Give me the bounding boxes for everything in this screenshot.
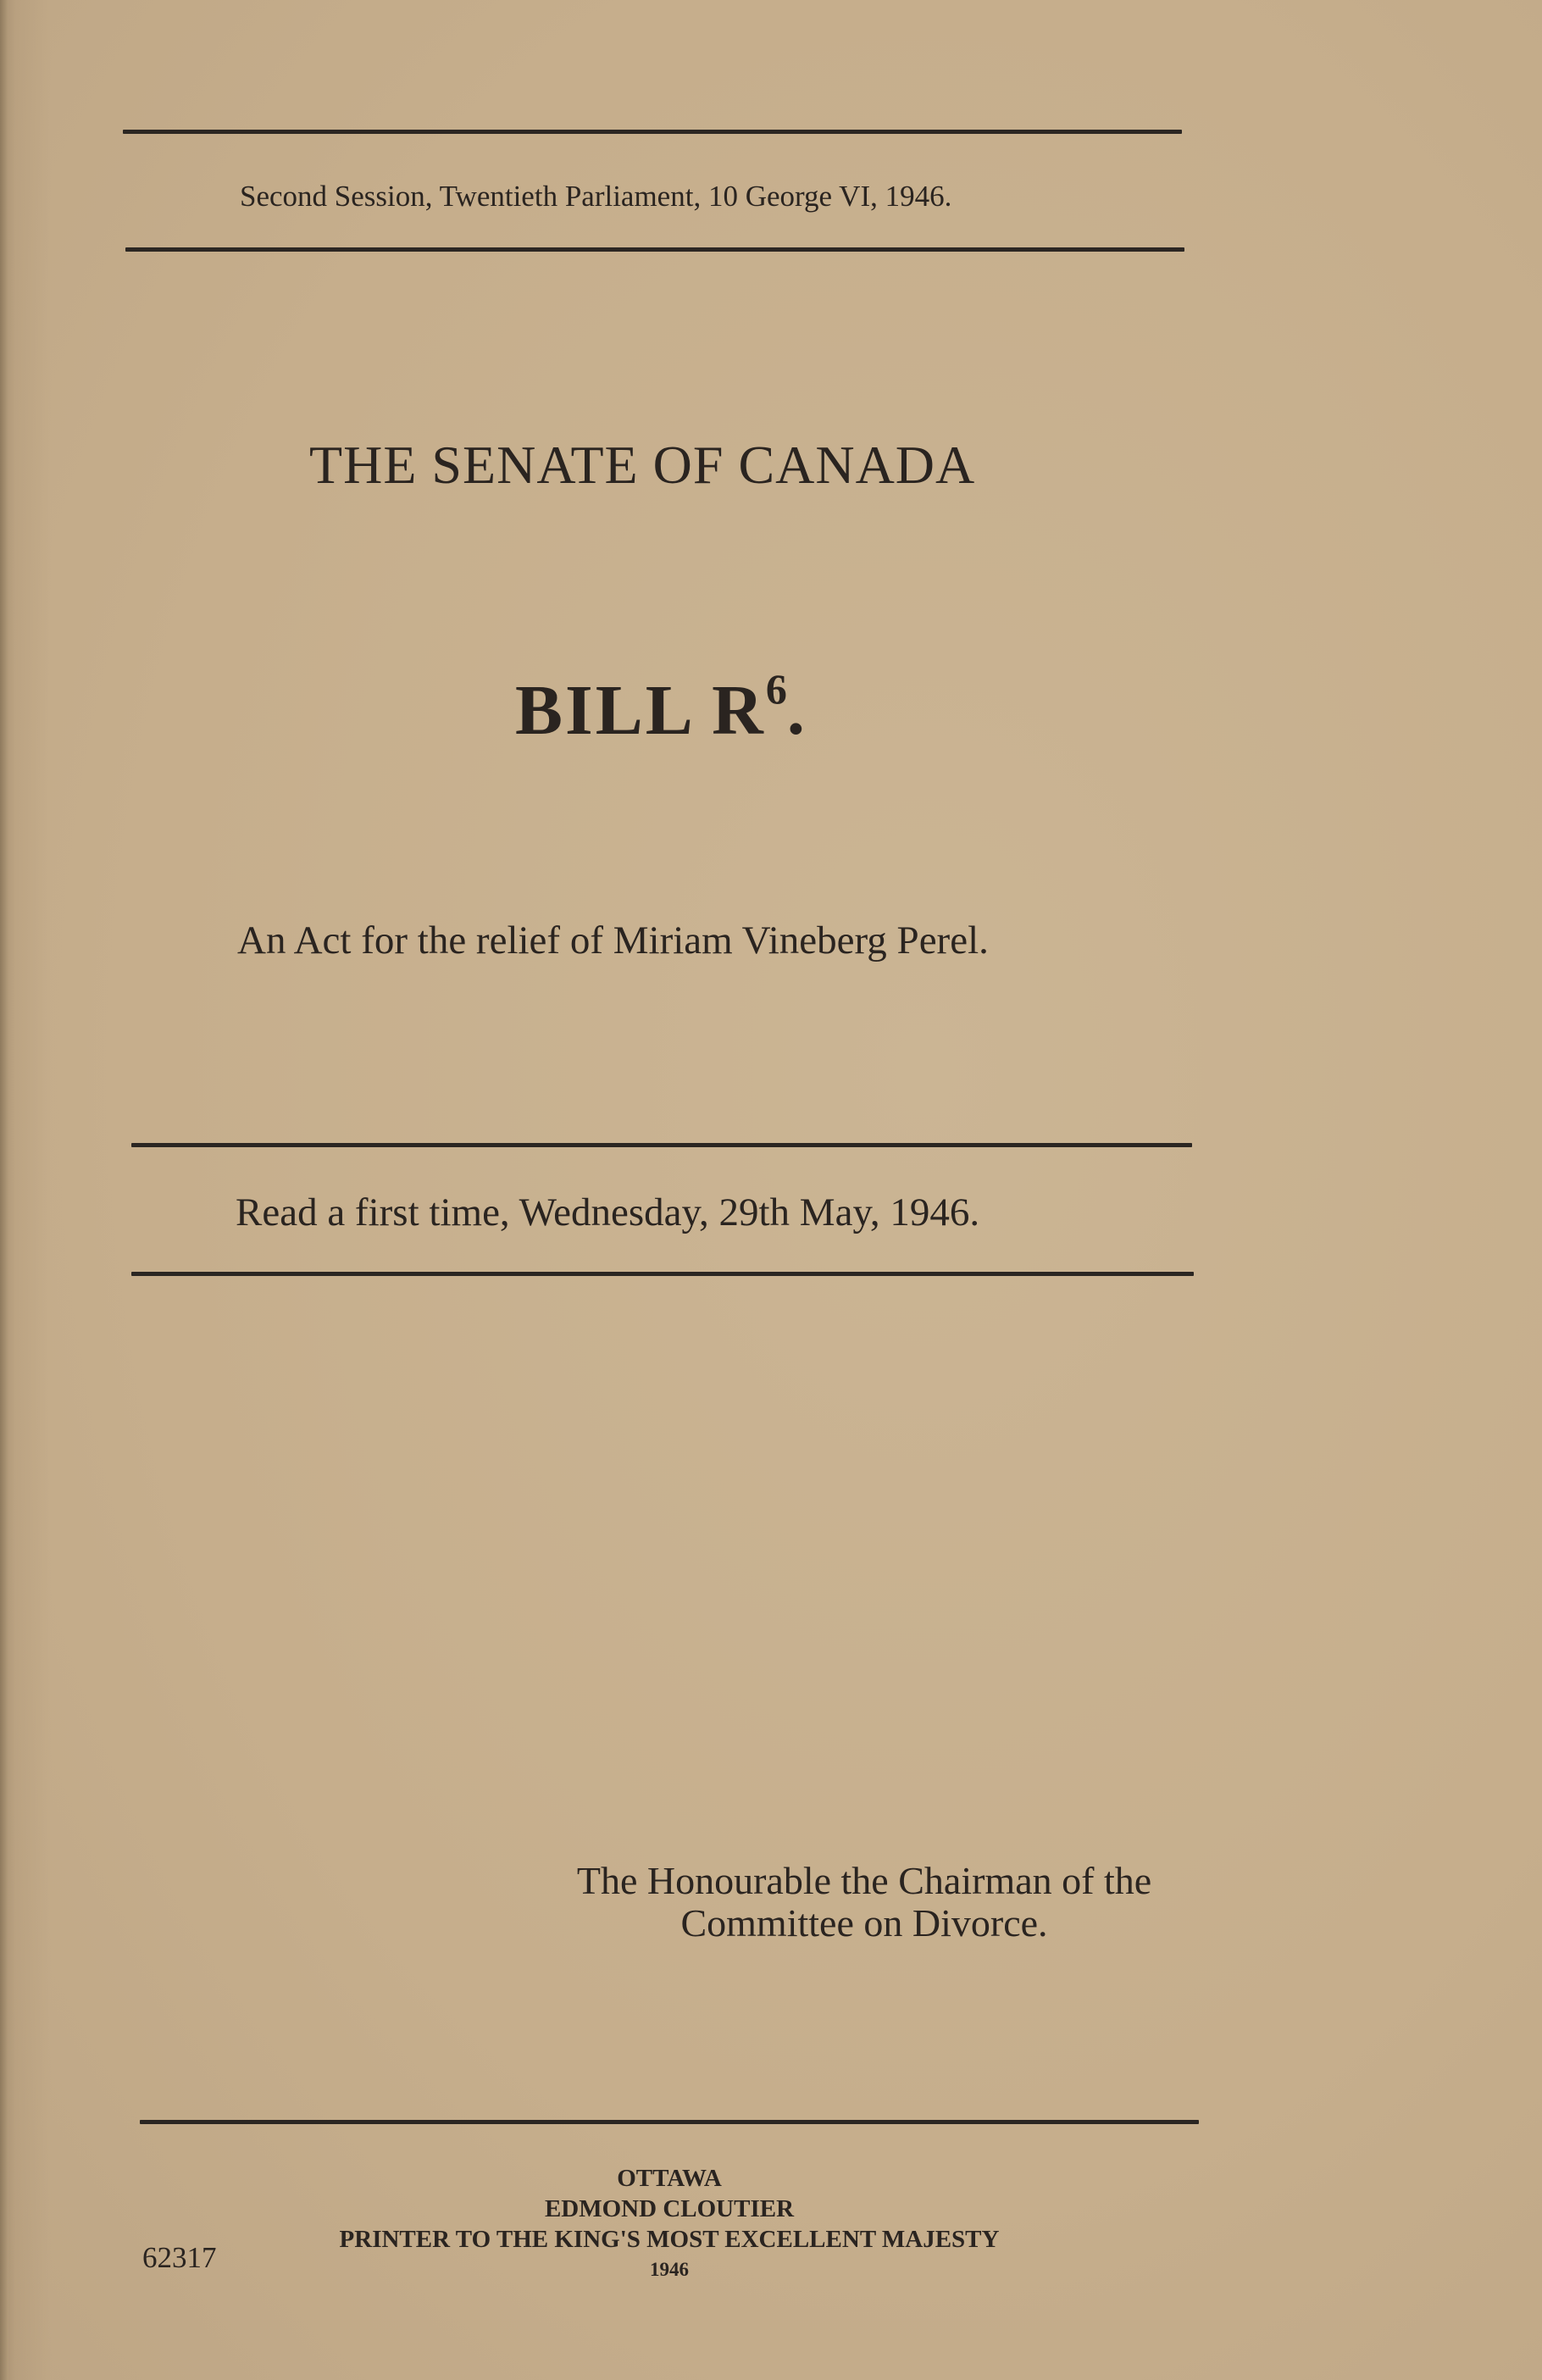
sponsor-line-2: Committee on Divorce.	[680, 1901, 1048, 1944]
sponsor-block	[525, 1860, 1203, 1944]
senate-title: THE SENATE OF CANADA	[309, 435, 976, 495]
imprint-rule	[140, 2120, 1199, 2124]
header-rule-top	[123, 130, 1182, 134]
imprint-block	[280, 2163, 1059, 2285]
imprint-city: OTTAWA	[617, 2165, 722, 2192]
print-number: 62317	[142, 2241, 217, 2274]
reading-rule-top	[131, 1143, 1192, 1147]
reading-line: Read a first time, Wednesday, 29th May, 1946.	[236, 1190, 980, 1234]
imprint-printer-title: PRINTER TO THE KING'S MOST EXCELLENT MAJESTY	[339, 2226, 1000, 2253]
imprint-year: 1946	[650, 2259, 689, 2280]
binding-edge	[0, 0, 8, 2380]
bill-title-suffix: .	[786, 671, 807, 750]
act-title: An Act for the relief of Miriam Vineberg Perel.	[237, 918, 989, 963]
sponsor-line-1: The Honourable the Chairman of the	[576, 1859, 1152, 1902]
bill-number-superscript: 6	[765, 665, 787, 713]
reading-rule-bottom	[131, 1272, 1194, 1276]
bill-title	[515, 665, 807, 752]
header-rule-bottom	[125, 247, 1184, 252]
imprint-printer-name: EDMOND CLOUTIER	[544, 2195, 795, 2222]
session-line: Second Session, Twentieth Parliament, 10 George VI, 1946.	[240, 180, 952, 213]
bill-title-text: BILL R	[515, 671, 766, 750]
